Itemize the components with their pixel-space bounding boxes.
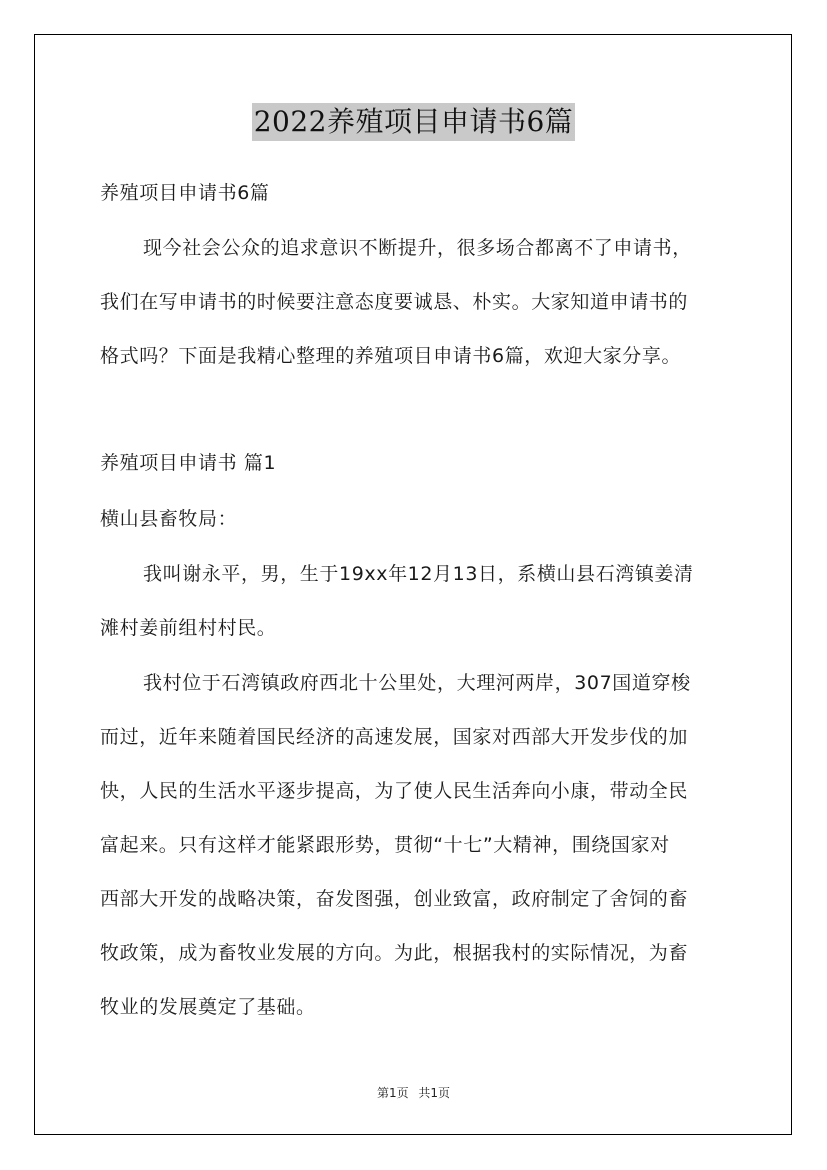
para2-line-5: 西部大开发的战略决策，奋发图强，创业致富，政府制定了舍饲的畜 (100, 888, 689, 910)
page-number-current: 第1页 (376, 1086, 409, 1100)
intro-line-1: 现今社会公众的追求意识不断提升，很多场合都离不了申请书， (143, 237, 692, 259)
intro-line-3: 格式吗？下面是我精心整理的养殖项目申请书6篇，欢迎大家分享。 (100, 345, 682, 367)
para2-line-2: 而过，近年来随着国民经济的高速发展，国家对西部大开发步伐的加 (100, 726, 689, 748)
para2-line-4: 富起来。只有这样才能紧跟形势，贯彻“十七”大精神，围绕国家对 (100, 834, 670, 856)
para1-line-1: 我叫谢永平，男，生于19xx年12月13日，系横山县石湾镇姜清 (143, 563, 694, 585)
para1-line-2: 滩村姜前组村村民。 (100, 617, 277, 639)
salutation: 横山县畜牧局： (100, 508, 238, 530)
para2-line-6: 牧政策，成为畜牧业发展的方向。为此，根据我村的实际情况，为畜 (100, 942, 689, 964)
title-container (0, 103, 827, 141)
para2-line-3: 快，人民的生活水平逐步提高，为了使人民生活奔向小康，带动全民 (100, 780, 689, 802)
para2-line-7: 牧业的发展奠定了基础。 (100, 996, 316, 1018)
page-footer (0, 1084, 827, 1101)
document-subtitle: 养殖项目申请书6篇 (100, 182, 270, 204)
section-heading: 养殖项目申请书 篇1 (100, 452, 277, 474)
intro-line-2: 我们在写申请书的时候要注意态度要诚恳、朴实。大家知道申请书的 (100, 291, 689, 313)
para2-line-1: 我村位于石湾镇政府西北十公里处，大理河两岸，307国道穿梭 (143, 672, 691, 694)
document-title: 2022养殖项目申请书6篇 (252, 103, 576, 141)
page-number-total: 共1页 (418, 1086, 451, 1100)
